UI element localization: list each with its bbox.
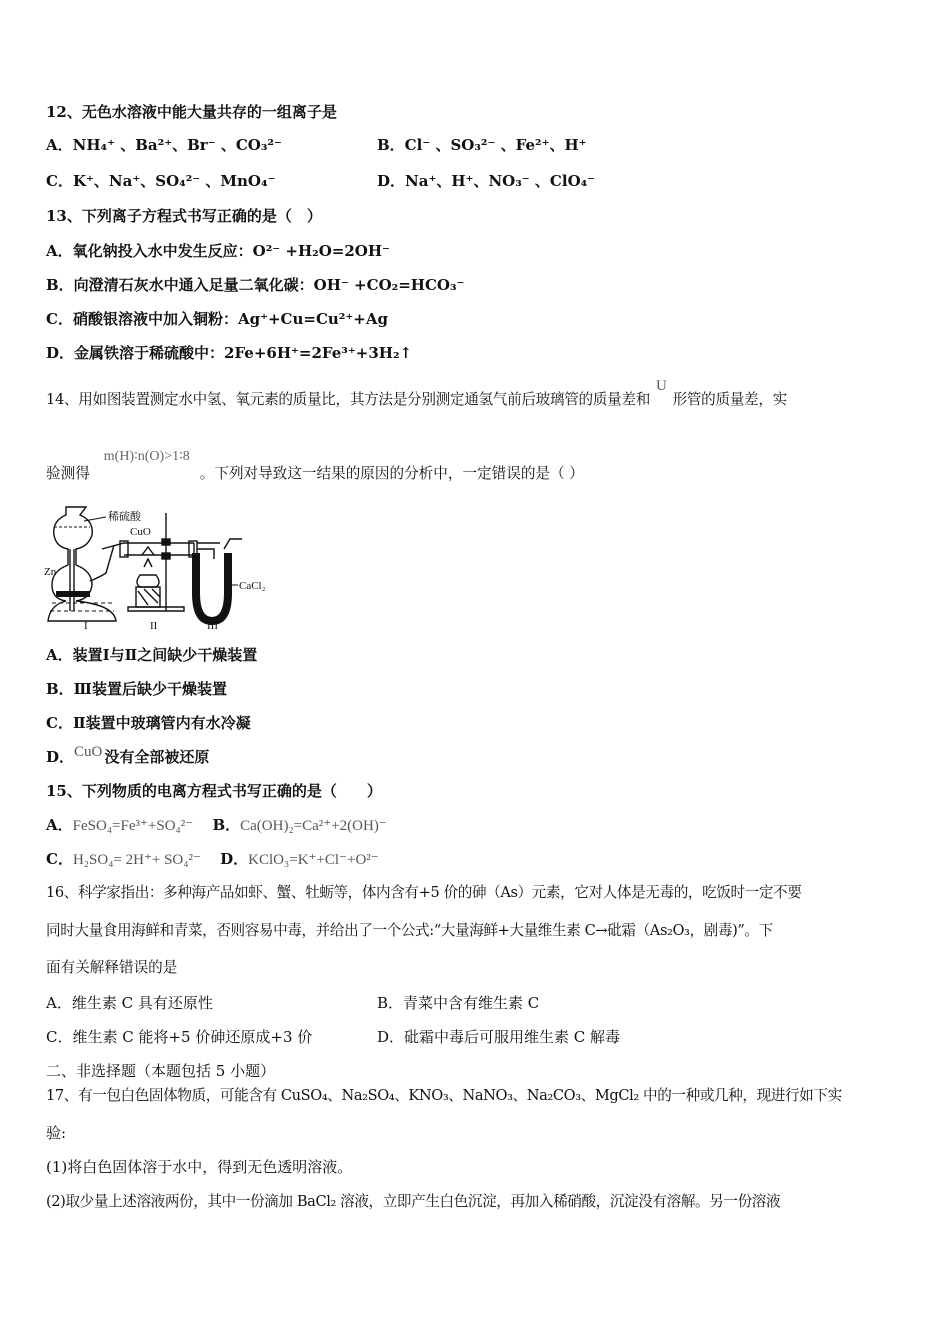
q15-c-label: C． — [46, 850, 73, 868]
q15-option-c: H₂SO₄= 2H⁺+ SO₄²⁻ — [72, 852, 201, 868]
apparatus-diagram — [44, 503, 274, 638]
label-device-1: I — [84, 620, 88, 632]
q13-option-a: A．氧化钠投入水中发生反应：O²⁻ +H₂O=2OH⁻ — [46, 242, 390, 260]
q17-line1: 17、有一包白色固体物质，可能含有 CuSO₄、Na₂SO₄、KNO₃、NaNO₃、Na₂CO₃、MgCl₂ 中的一种或几种，现进行如下实 — [46, 1087, 842, 1104]
q14-option-b: B．Ⅲ装置后缺少干燥装置 — [46, 680, 227, 698]
q15-option-a: FeSO₄=Fe³⁺+SO₄²⁻ — [72, 818, 194, 834]
q16-line2: 同时大量食用海鲜和青菜，否则容易中毒，并给出了一个公式:“大量海鲜+大量维生素 C→砒霜（As₂O₃，剧毒)”。下 — [46, 922, 773, 939]
kipp-top-funnel — [48, 507, 116, 621]
q16-line1: 16、科学家指出：多种海产品如虾、蟹、牡蛎等，体内含有+5 价的砷（As）元素，它对人体是无毒的，吃饭时一定不要 — [46, 884, 802, 901]
q15-a-label: A． — [46, 816, 73, 834]
u-tube-symbol: U — [656, 378, 667, 394]
q14-stem-part4: 。下列对导致这一结果的原因的分析中，一定错误的是（ ） — [199, 465, 584, 482]
q17-step2: (2)取少量上述溶液两份，其中一份滴加 BaCl₂ 溶液，立即产生白色沉淀，再加入稀硝酸，沉淀没有溶解。另一份溶液 — [46, 1193, 781, 1210]
q16-option-d: D．砒霜中毒后可服用维生素 C 解毒 — [377, 1028, 621, 1046]
q15-stem: 15、下列物质的电离方程式书写正确的是（ ） — [46, 782, 382, 800]
q17-line2: 验: — [46, 1124, 67, 1142]
q14-option-a: A．装置Ⅰ与Ⅱ之间缺少干燥装置 — [46, 646, 258, 664]
label-device-3: III — [207, 620, 218, 632]
q15-option-d: KClO₃=K⁺+Cl⁻+O²⁻ — [248, 852, 379, 868]
q14-stem-line2 — [46, 449, 584, 485]
q12-option-d: D．Na⁺、H⁺、NO₃⁻ 、ClO₄⁻ — [377, 172, 596, 190]
q13-stem: 13、下列离子方程式书写正确的是（ ） — [46, 207, 322, 225]
q15-b-label: B． — [212, 816, 241, 834]
mass-ratio-formula: m(H)∶n(O)>1∶8 — [103, 449, 190, 464]
q16-option-a: A．维生素 C 具有还原性 — [46, 994, 213, 1012]
q12-option-c: C．K⁺、Na⁺、SO₄²⁻ 、MnO₄⁻ — [46, 172, 276, 190]
q17-step1: (1)将白色固体溶于水中，得到无色透明溶液。 — [46, 1158, 353, 1176]
section-heading: 二、非选择题（本题包括 5 小题） — [46, 1062, 276, 1080]
q14-option-d-text: 没有全部被还原 — [104, 748, 210, 766]
q15-options-cd — [46, 849, 379, 870]
label-cuo: CuO — [130, 526, 151, 538]
label-device-2: II — [150, 620, 158, 632]
cuo-formula: CuO — [74, 744, 103, 760]
q14-option-c: C．Ⅱ装置中玻璃管内有水冷凝 — [46, 714, 251, 732]
q16-option-c: C．维生素 C 能将+5 价砷还原成+3 价 — [46, 1028, 313, 1046]
q14-option-d-label: D． — [46, 748, 75, 766]
q12-option-b: B．Cl⁻ 、SO₃²⁻ 、Fe²⁺、H⁺ — [377, 136, 587, 154]
label-dilute-sulfuric-acid: 稀硫酸 — [108, 511, 141, 523]
q14-stem-part1: 14、用如图装置测定水中氢、氧元素的质量比，其方法是分别测定通氢气前后玻璃管的质量差和 — [46, 391, 651, 408]
q16-line3: 面有关解释错误的是 — [46, 959, 178, 976]
q14-stem-part2: 形管的质量差，实 — [672, 391, 787, 408]
label-cacl2: CaCl₂ — [239, 580, 266, 592]
q14-option-d — [46, 744, 210, 768]
q15-options-ab — [46, 815, 387, 836]
q14-stem-part3: 验测得 — [46, 465, 90, 482]
label-zn: Zn — [44, 566, 57, 578]
q14-stem-line1 — [46, 378, 787, 410]
q16-option-b: B．青菜中含有维生素 C — [377, 994, 540, 1012]
u-tube — [196, 553, 228, 621]
q13-option-b: B．向澄清石灰水中通入足量二氧化碳：OH⁻ +CO₂=HCO₃⁻ — [46, 276, 465, 294]
q15-option-b: Ca(OH)₂=Ca²⁺+2(OH)⁻ — [240, 818, 387, 834]
q15-d-label: D． — [220, 850, 249, 868]
q12-stem: 12、无色水溶液中能大量共存的一组离子是 — [46, 103, 337, 121]
q13-option-c: C．硝酸银溶液中加入铜粉：Ag⁺+Cu=Cu²⁺+Ag — [46, 310, 388, 328]
q13-option-d: D．金属铁溶于稀硫酸中：2Fe+6H⁺=2Fe³⁺+3H₂↑ — [46, 344, 413, 362]
q12-option-a: A．NH₄⁺ 、Ba²⁺、Br⁻ 、CO₃²⁻ — [46, 136, 282, 154]
